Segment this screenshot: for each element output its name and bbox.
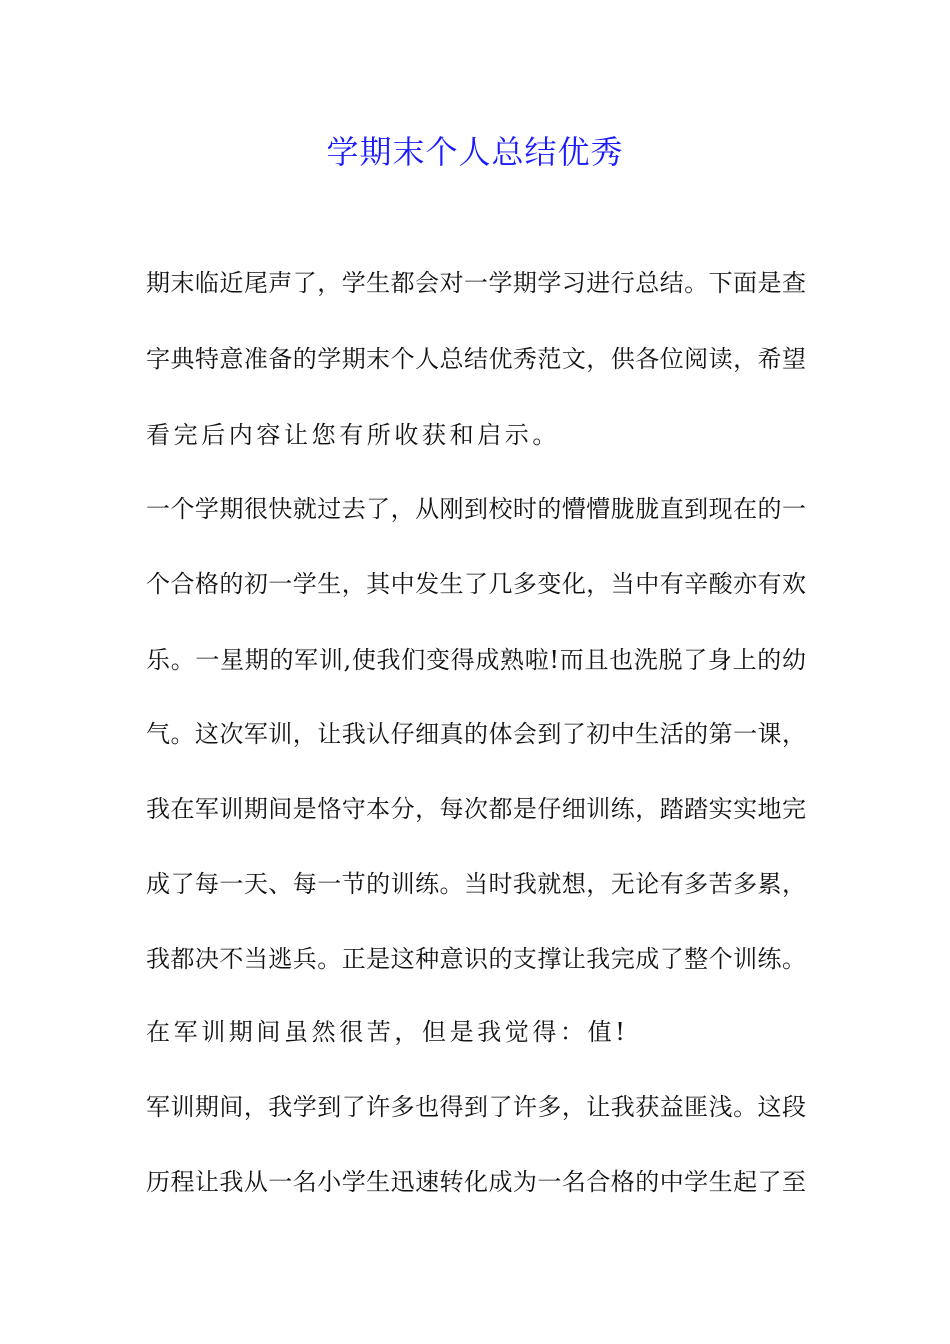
paragraph-line: 看完后内容让您有所收获和启示。: [146, 421, 560, 449]
paragraph-line: 军训期间，我学到了许多也得到了许多，让我获益匪浅。这段: [146, 1093, 806, 1121]
paragraph-line: 气。这次军训，让我认仔细真的体会到了初中生活的第一课，: [146, 720, 806, 748]
paragraph-line: 个合格的初一学生，其中发生了几多变化，当中有辛酸亦有欢: [146, 570, 806, 598]
paragraph-line: 历程让我从一名小学生迅速转化成为一名合格的中学生起了至: [146, 1168, 806, 1196]
document-title: 学期末个人总结优秀: [326, 133, 624, 171]
paragraph-line: 字典特意准备的学期末个人总结优秀范文，供各位阅读，希望: [146, 345, 806, 373]
paragraph-line: 我都决不当逃兵。正是这种意识的支撑让我完成了整个训练。: [146, 945, 806, 973]
paragraph-line: 我在军训期间是恪守本分，每次都是仔细训练，踏踏实实地完: [146, 795, 806, 823]
paragraph-line: 乐。一星期的军训,使我们变得成熟啦!而且也洗脱了身上的幼: [146, 646, 806, 674]
paragraph-line: 在军训期间虽然很苦，但是我觉得：值!: [146, 1018, 629, 1046]
paragraph-line: 成了每一天、每一节的训练。当时我就想，无论有多苦多累，: [146, 870, 806, 898]
paragraph-line: 一个学期很快就过去了，从刚到校时的懵懵胧胧直到现在的一: [146, 495, 806, 523]
paragraph-line: 期末临近尾声了，学生都会对一学期学习进行总结。下面是查: [146, 269, 806, 297]
